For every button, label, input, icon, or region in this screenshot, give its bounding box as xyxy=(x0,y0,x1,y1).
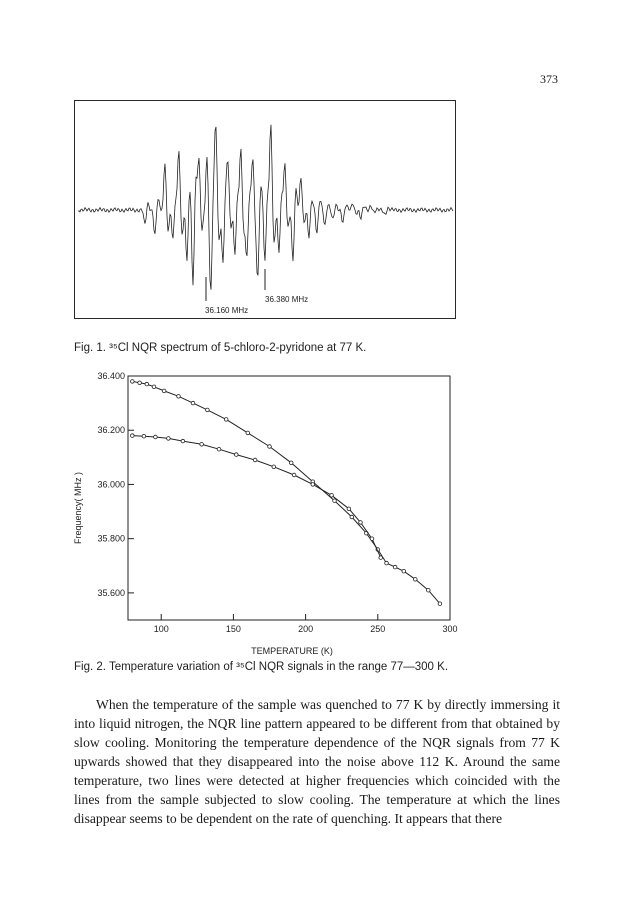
series-line-2 xyxy=(132,436,380,558)
data-point xyxy=(253,458,257,462)
data-point xyxy=(268,445,272,449)
data-point xyxy=(131,434,135,438)
data-point xyxy=(438,602,442,606)
data-point xyxy=(370,537,374,541)
y-tick-label: 36.200 xyxy=(97,425,125,436)
data-point xyxy=(333,499,337,503)
chart-axes xyxy=(128,376,450,620)
data-point xyxy=(246,431,250,435)
data-point xyxy=(217,447,221,451)
data-point xyxy=(167,437,171,441)
data-point xyxy=(224,418,228,422)
figure-2-caption: Fig. 2. Temperature variation of ³⁵Cl NQR signals in the range 77—300 K. xyxy=(74,661,449,673)
data-point xyxy=(142,434,146,438)
data-point xyxy=(414,578,418,582)
data-point xyxy=(235,453,239,457)
x-axis-label: TEMPERATURE (K) xyxy=(251,646,333,656)
data-point xyxy=(292,473,296,477)
spectrum-line xyxy=(79,125,453,290)
data-point xyxy=(177,395,181,399)
data-point xyxy=(289,461,293,465)
y-tick-label: 35.600 xyxy=(97,587,125,598)
y-tick-label: 36.000 xyxy=(97,479,125,490)
body-paragraph xyxy=(74,695,560,828)
figure-2-chart xyxy=(55,368,475,658)
data-point xyxy=(427,588,431,592)
data-point xyxy=(272,465,276,469)
chart-ticks xyxy=(97,371,457,634)
data-point xyxy=(206,408,210,412)
y-tick-label: 35.800 xyxy=(97,533,125,544)
figure-1-caption: Fig. 1. ³⁵Cl NQR spectrum of 5-chloro-2-pyridone at 77 K. xyxy=(74,342,367,354)
data-point xyxy=(379,556,383,560)
data-point xyxy=(347,507,351,511)
y-tick-label: 36.400 xyxy=(97,371,125,381)
data-point xyxy=(330,494,334,498)
data-point xyxy=(162,389,166,393)
data-point xyxy=(138,381,142,385)
x-tick-label: 100 xyxy=(153,624,169,634)
x-tick-label: 250 xyxy=(370,624,386,634)
data-point xyxy=(393,565,397,569)
data-point xyxy=(131,380,135,384)
marker-left-label: 36.160 MHz xyxy=(205,306,249,315)
data-point xyxy=(154,435,158,439)
y-axis-label: Frequency( MHz ) xyxy=(73,471,83,545)
x-tick-label: 200 xyxy=(298,624,314,634)
spectrum-trace xyxy=(79,125,453,290)
figure-1-spectrum xyxy=(74,100,456,319)
data-point xyxy=(200,443,204,447)
data-point xyxy=(385,561,389,565)
chart-series xyxy=(131,380,442,606)
plot-frame xyxy=(128,376,450,620)
paragraph-text: When the temperature of the sample was quenched to 77 K by directly immersing it into liquid nitrogen, the NQR line pattern appeared to be different from that obtained by slow cooling. Monitoring the temperature dependence of the NQR signals from 77 K upwards showed that they disappeared into the noise above 112 K. Around the same temperature, two lines were detected at higher frequencies which coincided with the lines from the sample subjected to slow cooling. The temperature at which the lines disappear seems to be dependent on the rate of quenching. It appears that there xyxy=(74,697,560,826)
data-point xyxy=(152,385,156,389)
marker-right-label: 36.380 MHz xyxy=(265,295,309,304)
data-point xyxy=(402,569,406,573)
data-point xyxy=(145,382,149,386)
data-point xyxy=(311,483,315,487)
x-tick-label: 150 xyxy=(225,624,241,634)
x-tick-label: 300 xyxy=(442,624,458,634)
data-point xyxy=(359,521,363,525)
page-number: 373 xyxy=(540,72,558,86)
series-line-1 xyxy=(132,381,440,603)
data-point xyxy=(191,401,195,405)
data-point xyxy=(350,515,354,519)
data-point xyxy=(181,439,185,443)
